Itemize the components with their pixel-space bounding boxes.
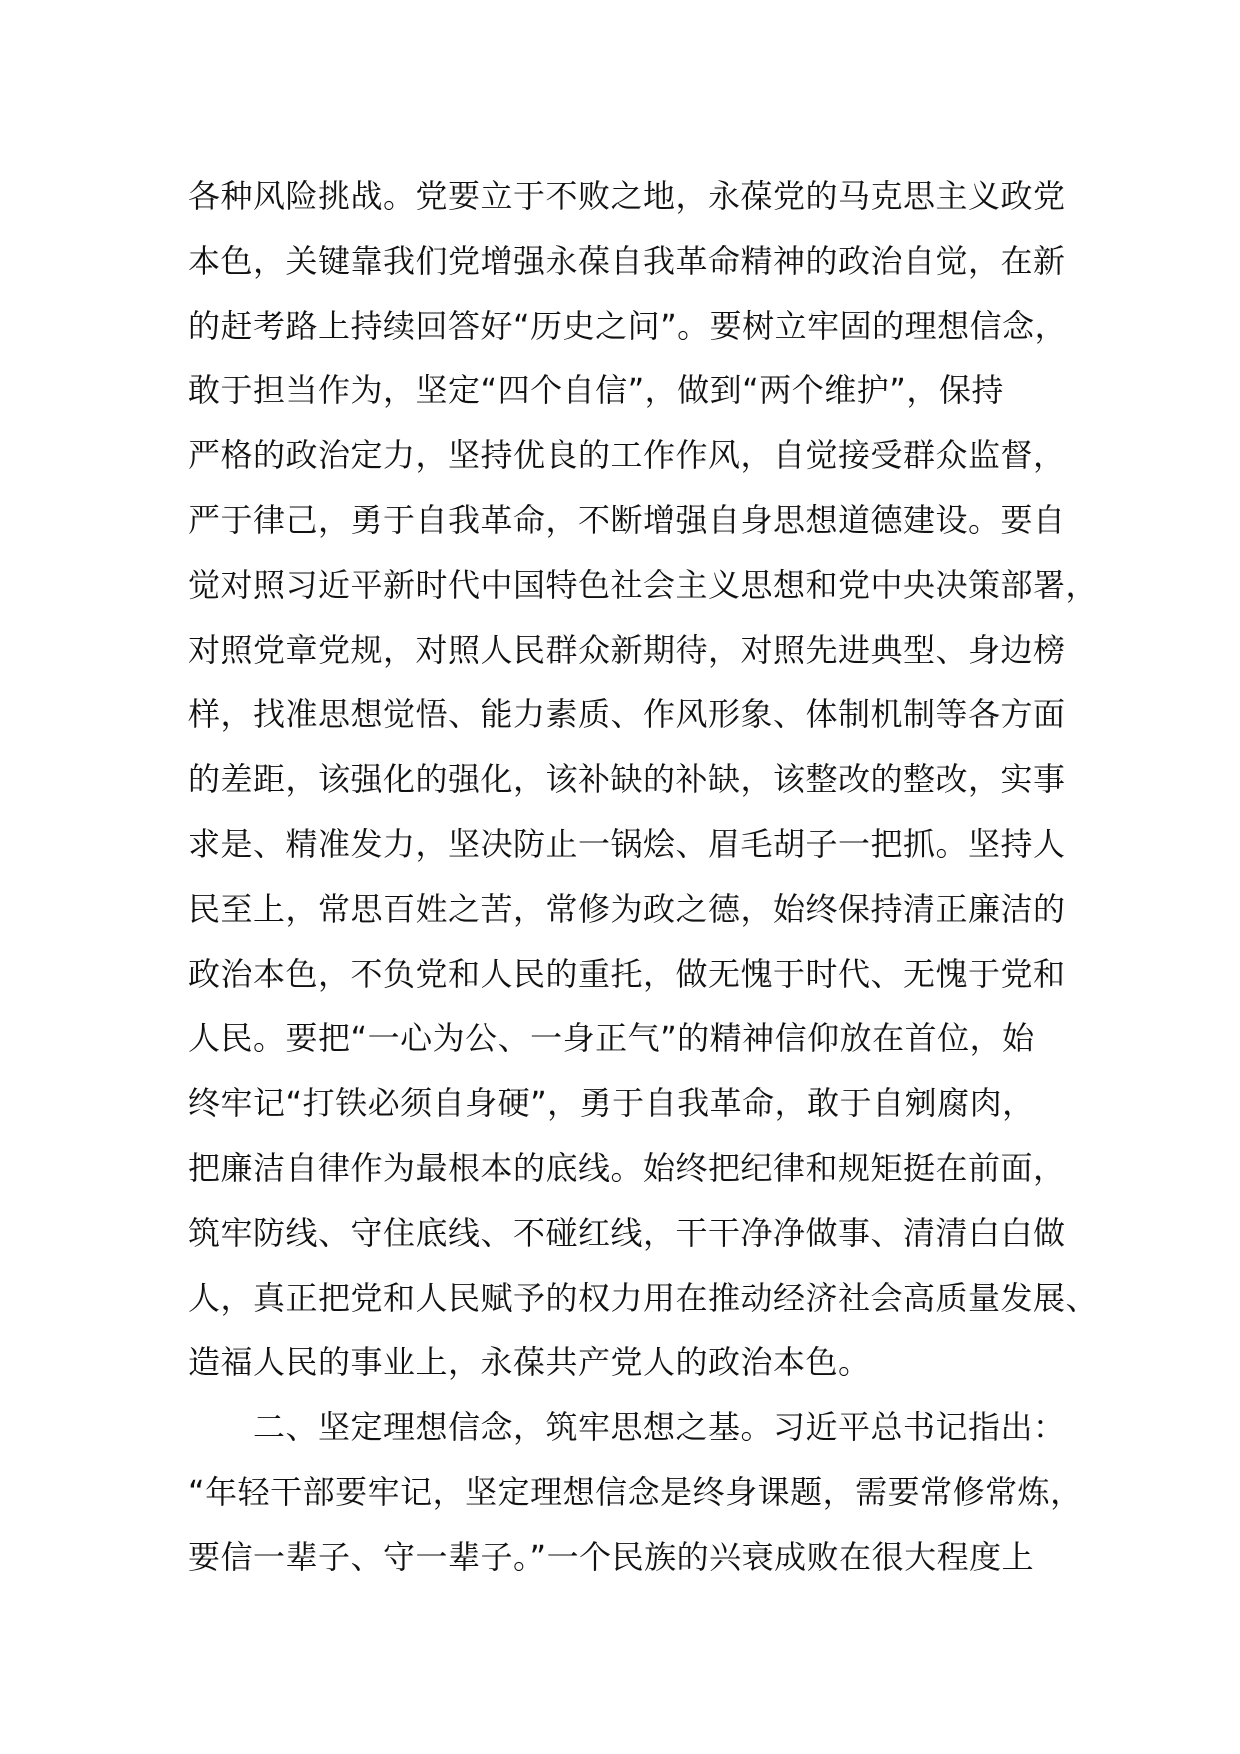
text-line: 民至上，常思百姓之苦，常修为政之德，始终保持清正廉洁的 [188, 889, 1066, 928]
text-line: 的赶考路上持续回答好“历史之问”。要树立牢固的理想信念， [188, 306, 1068, 345]
text-line: 要信一辈子、守一辈子。”一个民族的兴衰成败在很大程度上 [188, 1537, 1035, 1576]
text-line: 造福人民的事业上，永葆共产党人的政治本色。 [188, 1343, 871, 1382]
text-line: 对照党章党规，对照人民群众新期待，对照先进典型、身边榜 [188, 630, 1066, 669]
section-heading-line: 二、坚定理想信念，筑牢思想之基。习近平总书记指出： [188, 1408, 1066, 1447]
text-line: 政治本色，不负党和人民的重托，做无愧于时代、无愧于党和 [188, 954, 1066, 993]
text-line: 把廉洁自律作为最根本的底线。始终把纪律和规矩挺在前面， [188, 1148, 1066, 1187]
text-line: 的差距，该强化的强化，该补缺的补缺，该整改的整改，实事 [188, 760, 1066, 799]
text-line: “年轻干部要牢记，坚定理想信念是终身课题，需要常修常炼， [188, 1472, 1083, 1511]
text-line: 求是、精准发力，坚决防止一锅烩、眉毛胡子一把抓。坚持人 [188, 824, 1066, 863]
text-line: 本色，关键靠我们党增强永葆自我革命精神的政治自觉，在新 [188, 241, 1066, 280]
text-line: 各种风险挑战。党要立于不败之地，永葆党的马克思主义政党 [188, 177, 1066, 215]
text-line: 严于律己，勇于自我革命，不断增强自身思想道德建设。要自 [188, 500, 1066, 539]
text-line: 敢于担当作为，坚定“四个自信”，做到“两个维护”，保持 [188, 371, 1004, 410]
text-line: 人，真正把党和人民赋予的权力用在推动经济社会高质量发展、 [188, 1278, 1099, 1317]
text-line: 人民。要把“一心为公、一身正气”的精神信仰放在首位，始 [188, 1019, 1035, 1058]
text-line: 严格的政治定力，坚持优良的工作作风，自觉接受群众监督， [188, 436, 1066, 475]
text-line: 筑牢防线、守住底线、不碰红线，干干净净做事、清清白白做 [188, 1213, 1066, 1252]
text-line: 觉对照习近平新时代中国特色社会主义思想和党中央决策部署， [188, 565, 1099, 604]
body-text [188, 164, 1099, 1590]
text-line: 样，找准思想觉悟、能力素质、作风形象、体制机制等各方面 [188, 695, 1066, 734]
text-line: 终牢记“打铁必须自身硬”，勇于自我革命，敢于自剜腐肉， [188, 1084, 1035, 1123]
